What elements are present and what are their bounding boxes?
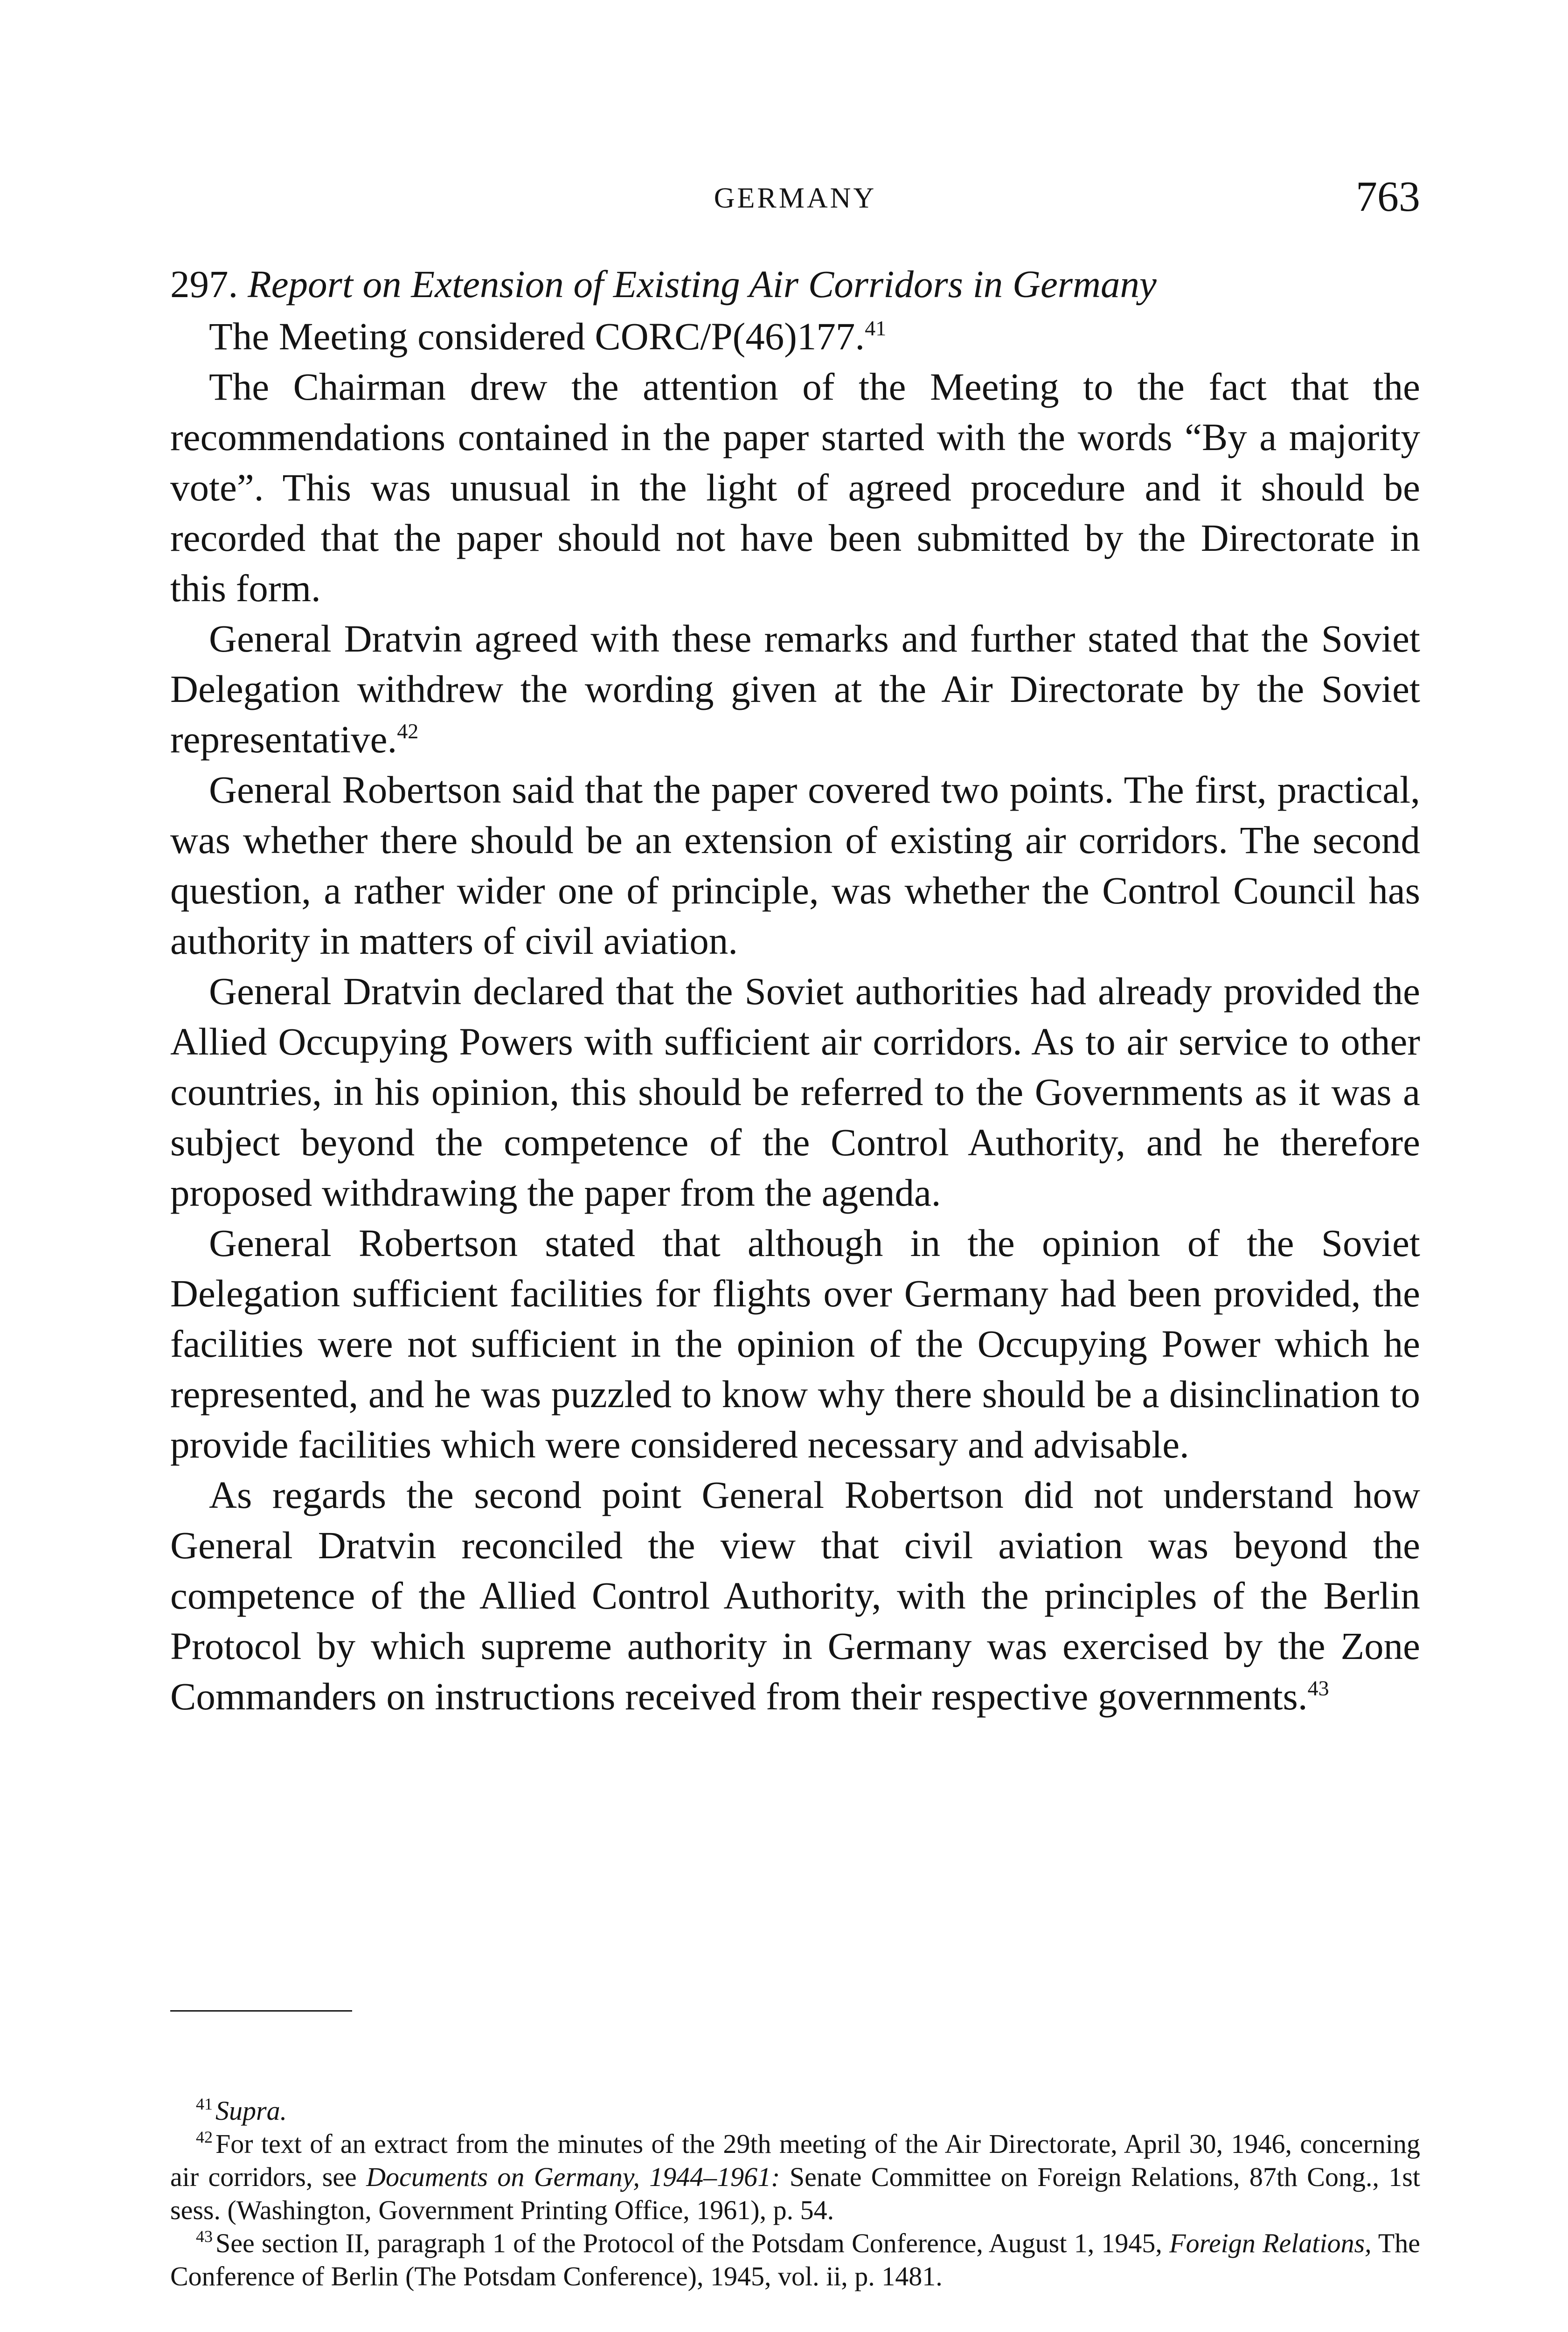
body-text	[170, 259, 1420, 1721]
footnote-42	[170, 2127, 1420, 2227]
page-header	[170, 172, 1420, 223]
paragraph-text: General Robertson stated that although in the opinion of the Soviet Delegation sufficient facilities for flights over Germany had been provided, the facilities were not sufficient in the opinion of the Occupying Power which he represented, and he was puzzled to know why there should be a disinclination to provide facilities which were considered necessary and advisable.	[170, 1222, 1420, 1466]
footnote-mark: 42	[196, 2128, 213, 2146]
footnote-text: For text of an extract from the minutes of the 29th meeting of the Air Directorate, April 30, 1946, concerning air corridors, see	[170, 2129, 1420, 2192]
paragraph-text: As regards the second point General Robertson did not understand how General Dratvin reconciled the view that civil aviation was beyond the competence of the Allied Control Authority, with the principles of the Berlin Protocol by which supreme authority in Germany was exercised by the Zone Commanders on instructions received from their respective governments.	[170, 1473, 1420, 1718]
footnote-text: See section II, paragraph 1 of the Protocol of the Potsdam Conference, August 1, 1945,	[215, 2228, 1170, 2258]
footnote-mark: 41	[196, 2095, 213, 2113]
footnote-cited-title: Foreign Relations,	[1169, 2228, 1372, 2258]
paragraph-6	[170, 1218, 1420, 1470]
footnote-text: Supra.	[215, 2096, 287, 2126]
paragraph-3	[170, 613, 1420, 764]
footnote-text: Senate Committee on Foreign Relations, 87th Cong., 1st sess. (Washington, Government Printing Office, 1961), p. 54.	[170, 2162, 1421, 2225]
footnote-divider	[170, 2010, 352, 2012]
paragraph-text: General Robertson said that the paper covered two points. The first, practical, was whether there should be an extension of existing air corridors. The second question, a rather wider one of principle, was whether the Control Council has authority in matters of civil aviation.	[170, 768, 1420, 962]
footnote-ref-41: 41	[865, 316, 887, 340]
footnotes	[170, 2094, 1420, 2293]
paragraph-text: General Dratvin declared that the Soviet authorities had already provided the Allied Occupying Powers with sufficient air corridors. As to air service to other countries, in his opinion, this should be referred to the Governments as it was a subject beyond the competence of the Control Authority, and he therefore proposed withdrawing the paper from the agenda.	[170, 970, 1420, 1214]
paragraph-2	[170, 361, 1420, 613]
footnote-43	[170, 2227, 1420, 2293]
item-number: 297.	[170, 263, 238, 305]
paragraph-7	[170, 1470, 1420, 1721]
footnote-41	[170, 2094, 1420, 2127]
page-number: 763	[1356, 173, 1420, 220]
footnote-cited-title: Documents on Germany, 1944–1961:	[366, 2162, 780, 2192]
paragraph-4	[170, 764, 1420, 966]
footnote-text: The Conference of Berlin (The Potsdam Conference), 1945, vol. ii, p. 1481.	[170, 2228, 1420, 2291]
item-title: Report on Extension of Existing Air Corridors in Germany	[248, 263, 1157, 305]
paragraph-1	[170, 311, 1420, 361]
footnote-ref-43: 43	[1307, 1676, 1329, 1700]
item-heading	[170, 259, 1420, 309]
footnote-mark: 43	[196, 2227, 213, 2246]
paragraph-text: The Meeting considered CORC/P(46)177.	[209, 315, 865, 358]
paragraph-5	[170, 966, 1420, 1218]
running-title: GERMANY	[714, 182, 877, 214]
paragraph-text: General Dratvin agreed with these remarks and further stated that the Soviet Delegation withdrew the wording given at the Air Directorate by the Soviet representative.	[170, 617, 1420, 761]
paragraph-text: The Chairman drew the attention of the Meeting to the fact that the recommendations contained in the paper started with the words “By a majority vote”. This was unusual in the light of agreed procedure and it should be recorded that the paper should not have been submitted by the Directorate in this form.	[170, 365, 1420, 610]
footnote-ref-42: 42	[397, 719, 419, 743]
